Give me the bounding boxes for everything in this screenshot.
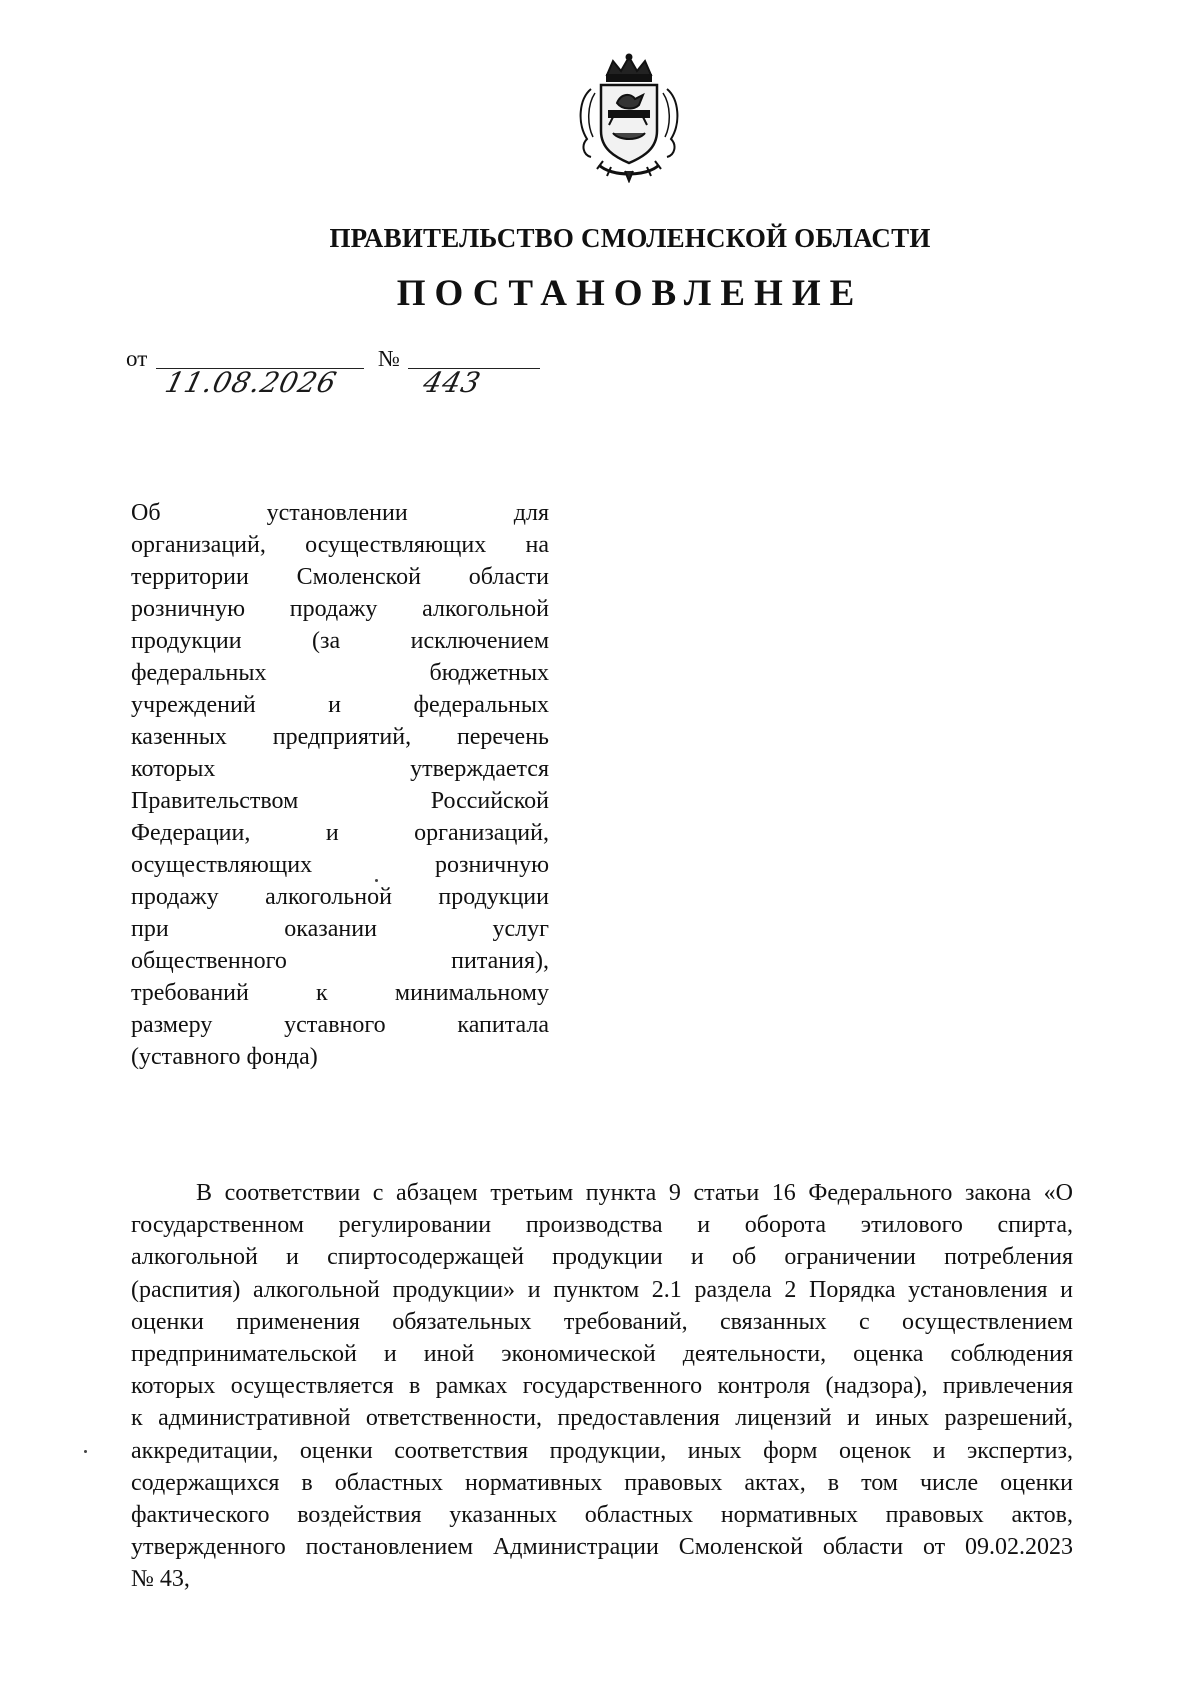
subject-line: территории Смоленской области (131, 564, 549, 590)
date-label: от (126, 346, 148, 371)
subject-line: организаций, осуществляющих на (131, 532, 549, 558)
paragraph-line: к административной ответственности, предоставления лицензий и иных разрешений, (131, 1405, 1073, 1432)
date-field (156, 366, 364, 399)
number-label: № (378, 346, 400, 371)
paragraph-line: аккредитации, оценки соответствия продукции, иных форм оценок и экспертиз, (131, 1437, 1073, 1464)
document-type-title: ПОСТАНОВЛЕНИЕ (396, 273, 864, 314)
subject-line: которых утверждается (131, 756, 549, 782)
paragraph-line: государственном регулировании производства и оборота этилового спирта, (131, 1212, 1073, 1239)
subject-line: продажу алкогольной продукции (131, 884, 549, 910)
preamble-paragraph (131, 1177, 1073, 1596)
subject-line: Об установлении для (131, 500, 549, 526)
subject-line: продукции (за исключением (131, 628, 549, 654)
subject-line: размеру уставного капитала (131, 1012, 549, 1038)
paragraph-line: оценки применения обязательных требований, связанных с осуществлением (131, 1308, 1073, 1335)
subject-line: осуществляющих розничную (131, 852, 549, 878)
organization-title: ПРАВИТЕЛЬСТВО СМОЛЕНСКОЙ ОБЛАСТИ (329, 223, 931, 253)
subject-line: учреждений и федеральных (131, 692, 549, 718)
number-field (408, 366, 540, 399)
paragraph-line: содержащихся в областных нормативных правовых актах, в том числе оценки (131, 1469, 1073, 1496)
paragraph-line: В соответствии с абзацем третьим пункта 9 статьи 16 Федерального закона «О (196, 1180, 1073, 1206)
paragraph-line: утвержденного постановлением Администрации Смоленской области от 09.02.2023 (131, 1534, 1073, 1561)
subject-line: при оказании услуг (131, 916, 549, 942)
paragraph-line: фактического воздействия указанных областных нормативных правовых актов, (131, 1502, 1073, 1529)
document-subject (131, 497, 549, 1073)
paragraph-line: алкогольной и спиртосодержащей продукции и об ограничении потребления (131, 1244, 1073, 1271)
paragraph-line: № 43, (131, 1566, 190, 1593)
subject-line: общественного питания), (131, 948, 549, 974)
paragraph-line: которых осуществляется в рамках государственного контроля (надзора), привлечения (131, 1373, 1073, 1400)
scan-speck (375, 879, 378, 882)
handwritten-number: 443 (419, 366, 485, 399)
paragraph-line: (распития) алкогольной продукции» и пунктом 2.1 раздела 2 Порядка установления и (131, 1276, 1073, 1303)
paragraph-line: предпринимательской и иной экономической деятельности, оценка соблюдения (131, 1341, 1073, 1368)
subject-line: федеральных бюджетных (131, 660, 549, 686)
handwritten-date: 11.08.2026 (161, 366, 341, 399)
subject-line: требований к минимальному (131, 980, 549, 1006)
subject-line: Федерации, и организаций, (131, 820, 549, 846)
subject-line: Правительством Российской (131, 788, 549, 814)
subject-line: казенных предприятий, перечень (131, 724, 549, 750)
subject-line: розничную продажу алкогольной (131, 596, 549, 622)
registration-line (126, 336, 546, 399)
smolensk-coat-of-arms-icon (569, 53, 689, 183)
subject-line: (уставного фонда) (131, 1044, 318, 1070)
scan-speck (84, 1450, 87, 1453)
